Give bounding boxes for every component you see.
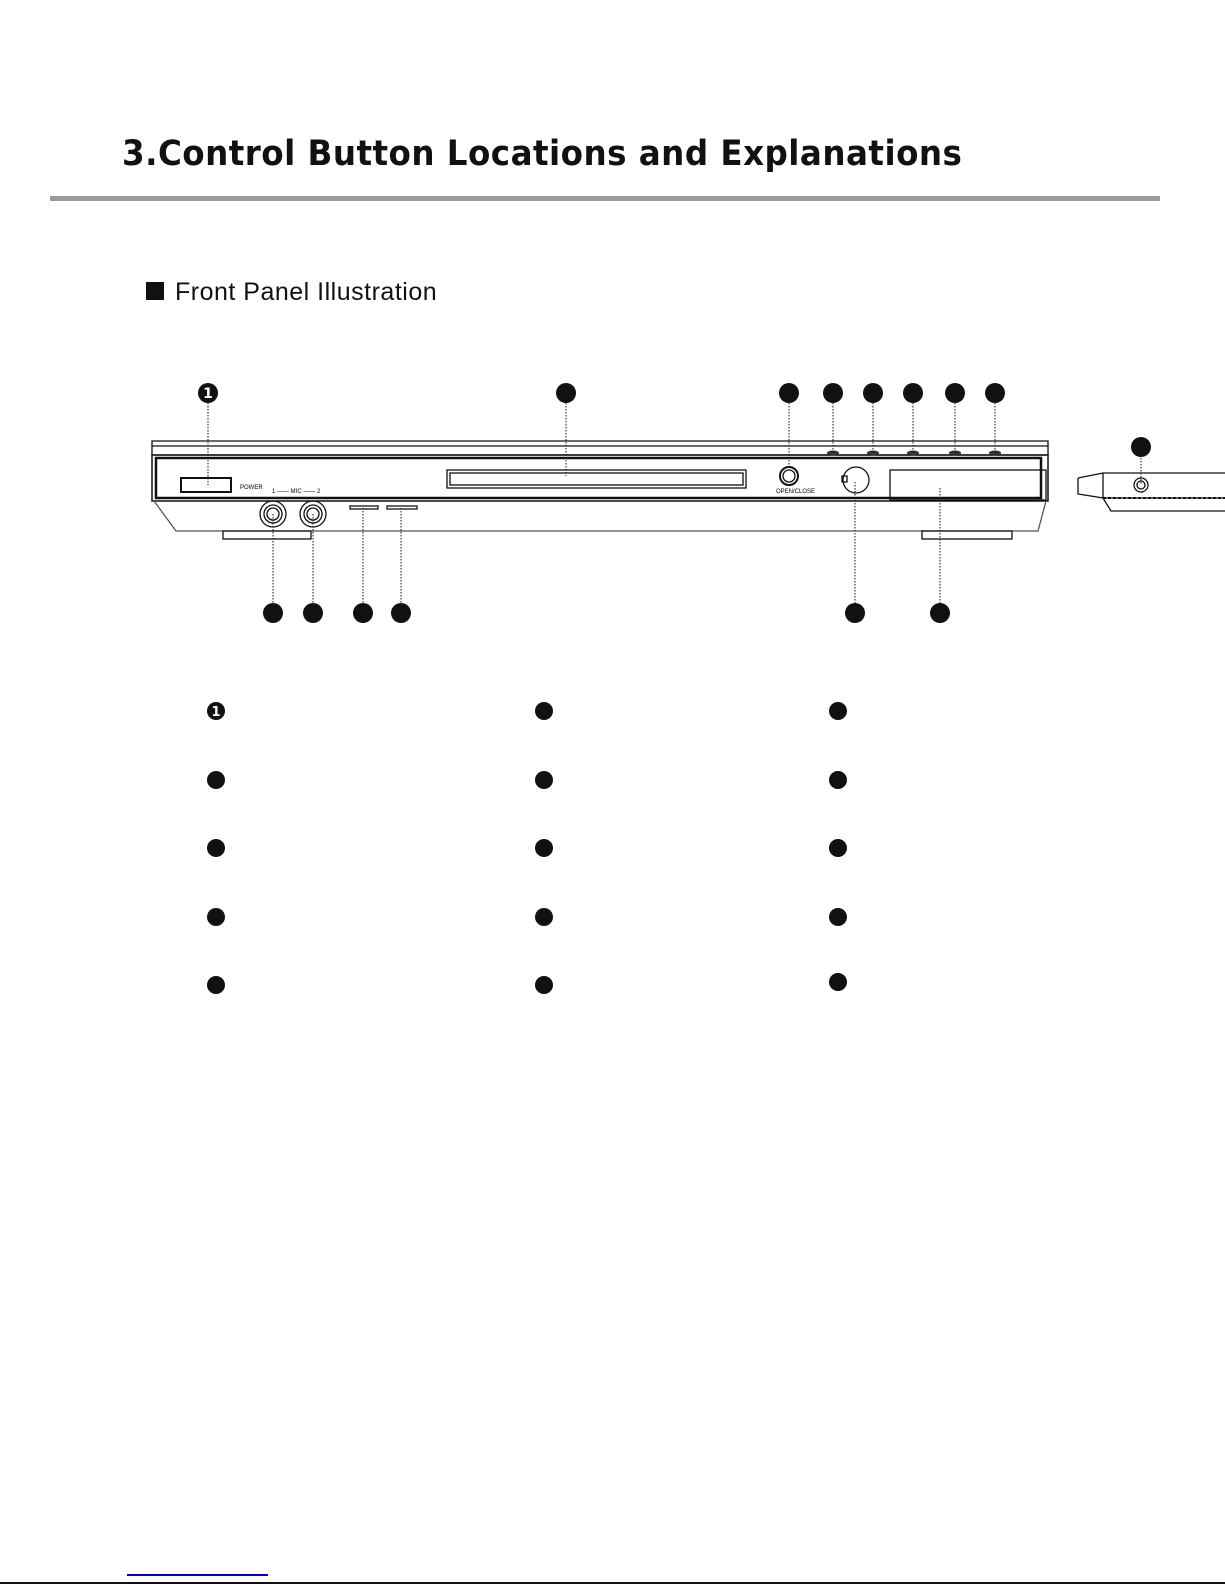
legend-number bbox=[207, 908, 225, 926]
callout bbox=[903, 383, 923, 403]
callout bbox=[556, 383, 576, 403]
callout bbox=[353, 603, 373, 623]
legend-number bbox=[535, 702, 553, 720]
power-label: POWER bbox=[240, 485, 263, 491]
legend-number bbox=[207, 976, 225, 994]
callout bbox=[945, 383, 965, 403]
open-close-label: OPEN/CLOSE bbox=[776, 489, 816, 495]
footer-divider bbox=[0, 1582, 1225, 1584]
page-title: 3.Control Button Locations and Explanations bbox=[122, 134, 963, 174]
mic-label: 1 —— MIC —— 2 bbox=[272, 489, 321, 495]
foot-right bbox=[922, 531, 1012, 539]
callout bbox=[823, 383, 843, 403]
callout bbox=[863, 383, 883, 403]
mic-echo-control bbox=[387, 506, 417, 509]
panel-base bbox=[154, 501, 1046, 531]
legend-number-1-text: 1 bbox=[211, 705, 221, 720]
display-window bbox=[890, 470, 1046, 500]
legend-number bbox=[829, 702, 847, 720]
callout bbox=[845, 603, 865, 623]
callout bbox=[263, 603, 283, 623]
callout bbox=[391, 603, 411, 623]
callout bbox=[1131, 437, 1151, 457]
legend-number bbox=[207, 839, 225, 857]
callout bbox=[930, 603, 950, 623]
side-view bbox=[1078, 473, 1225, 511]
callout bbox=[779, 383, 799, 403]
power-button bbox=[181, 478, 231, 492]
legend-number bbox=[535, 908, 553, 926]
footer-link[interactable] bbox=[127, 1574, 268, 1576]
legend-number bbox=[535, 839, 553, 857]
section-subtitle: Front Panel Illustration bbox=[175, 278, 438, 306]
legend-number bbox=[535, 771, 553, 789]
legend-number bbox=[535, 976, 553, 994]
legend-number bbox=[829, 839, 847, 857]
callout bbox=[985, 383, 1005, 403]
foot-left bbox=[223, 531, 311, 539]
legend-number bbox=[829, 908, 847, 926]
mic-volume-control bbox=[350, 506, 378, 509]
callout bbox=[303, 603, 323, 623]
legend-number bbox=[207, 771, 225, 789]
legend-number bbox=[829, 771, 847, 789]
legend-number bbox=[829, 973, 847, 991]
legend-list bbox=[207, 702, 847, 994]
callout-1-number: 1 bbox=[203, 386, 213, 402]
